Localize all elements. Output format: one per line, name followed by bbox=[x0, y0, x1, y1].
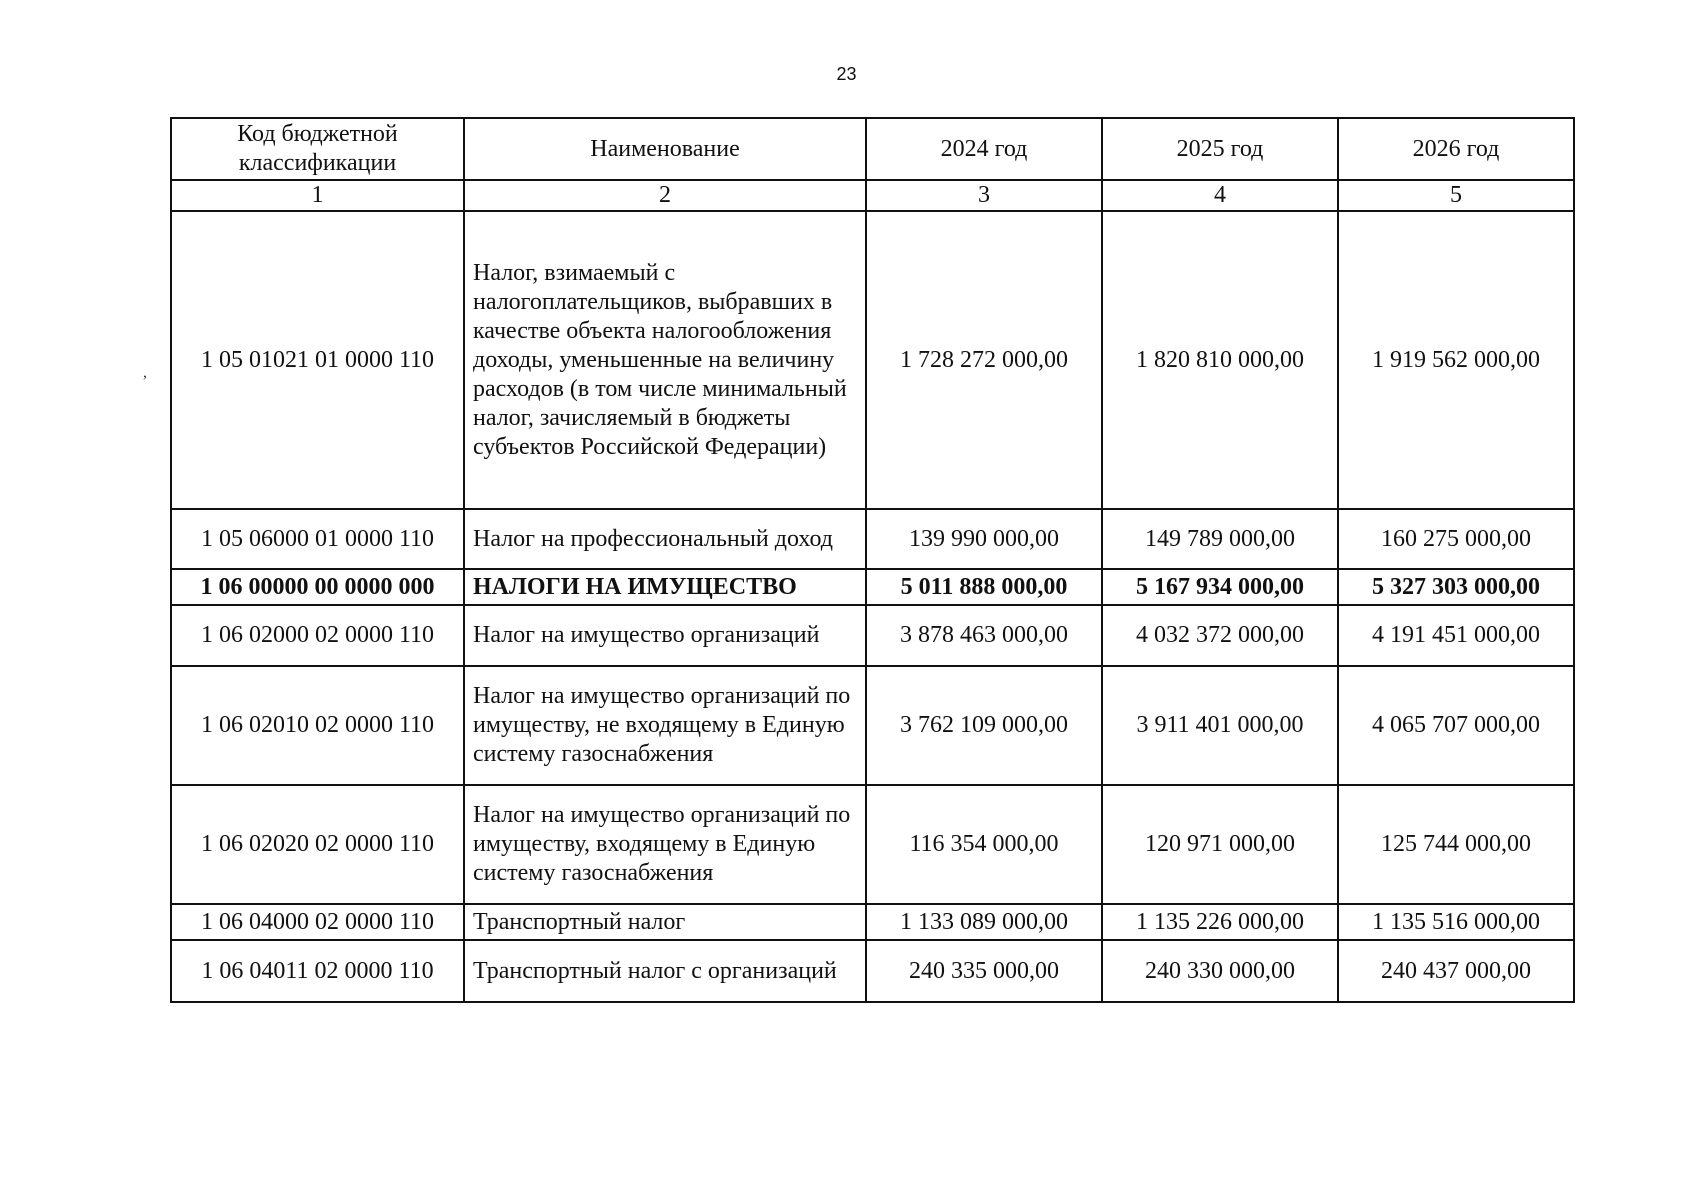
value-2025: 149 789 000,00 bbox=[1102, 509, 1338, 569]
row-code: 1 06 00000 00 0000 000 bbox=[171, 569, 464, 605]
row-name: Налог, взимаемый с налогоплательщиков, выбравших в качестве объекта налогообложения доходы, уменьшенные на величину расходов (в том числе минимальный налог, зачисляемый в бюджеты субъектов Российской Федерации) bbox=[464, 211, 866, 509]
column-number: 2 bbox=[464, 180, 866, 211]
table-row bbox=[171, 904, 1574, 940]
row-code: 1 05 01021 01 0000 110 bbox=[171, 211, 464, 509]
row-name: Налог на профессиональный доход bbox=[464, 509, 866, 569]
value-2026: 4 065 707 000,00 bbox=[1338, 666, 1574, 785]
table-row bbox=[171, 509, 1574, 569]
value-2024: 5 011 888 000,00 bbox=[866, 569, 1102, 605]
value-2024: 3 878 463 000,00 bbox=[866, 605, 1102, 666]
column-number: 5 bbox=[1338, 180, 1574, 211]
value-2026: 160 275 000,00 bbox=[1338, 509, 1574, 569]
value-2026: 5 327 303 000,00 bbox=[1338, 569, 1574, 605]
row-name: НАЛОГИ НА ИМУЩЕСТВО bbox=[464, 569, 866, 605]
table-row bbox=[171, 605, 1574, 666]
row-code: 1 05 06000 01 0000 110 bbox=[171, 509, 464, 569]
page-number: 23 bbox=[836, 64, 857, 84]
value-2026: 1 135 516 000,00 bbox=[1338, 904, 1574, 940]
table-row-section bbox=[171, 569, 1574, 605]
value-2024: 139 990 000,00 bbox=[866, 509, 1102, 569]
value-2024: 240 335 000,00 bbox=[866, 940, 1102, 1002]
row-name: Транспортный налог bbox=[464, 904, 866, 940]
value-2024: 1 728 272 000,00 bbox=[866, 211, 1102, 509]
value-2025: 120 971 000,00 bbox=[1102, 785, 1338, 904]
budget-table bbox=[170, 117, 1575, 1003]
scan-mark: , bbox=[143, 364, 147, 381]
column-number: 4 bbox=[1102, 180, 1338, 211]
table-row bbox=[171, 940, 1574, 1002]
row-name: Транспортный налог с организаций bbox=[464, 940, 866, 1002]
row-name: Налог на имущество организаций по имуществу, входящему в Единую систему газоснабжения bbox=[464, 785, 866, 904]
header-2026: 2026 год bbox=[1338, 118, 1574, 180]
table-row bbox=[171, 211, 1574, 509]
column-number-row bbox=[171, 180, 1574, 211]
value-2025: 1 135 226 000,00 bbox=[1102, 904, 1338, 940]
header-code: Код бюджетной классификации bbox=[171, 118, 464, 180]
value-2025: 4 032 372 000,00 bbox=[1102, 605, 1338, 666]
value-2025: 3 911 401 000,00 bbox=[1102, 666, 1338, 785]
row-name: Налог на имущество организаций по имуществу, не входящему в Единую систему газоснабжения bbox=[464, 666, 866, 785]
column-number: 1 bbox=[171, 180, 464, 211]
value-2026: 125 744 000,00 bbox=[1338, 785, 1574, 904]
table-row bbox=[171, 785, 1574, 904]
row-code: 1 06 04011 02 0000 110 bbox=[171, 940, 464, 1002]
row-code: 1 06 02000 02 0000 110 bbox=[171, 605, 464, 666]
value-2024: 3 762 109 000,00 bbox=[866, 666, 1102, 785]
row-code: 1 06 04000 02 0000 110 bbox=[171, 904, 464, 940]
value-2025: 5 167 934 000,00 bbox=[1102, 569, 1338, 605]
header-row bbox=[171, 118, 1574, 180]
row-code: 1 06 02020 02 0000 110 bbox=[171, 785, 464, 904]
row-code: 1 06 02010 02 0000 110 bbox=[171, 666, 464, 785]
column-number: 3 bbox=[866, 180, 1102, 211]
table-row bbox=[171, 666, 1574, 785]
value-2026: 240 437 000,00 bbox=[1338, 940, 1574, 1002]
value-2025: 1 820 810 000,00 bbox=[1102, 211, 1338, 509]
row-name: Налог на имущество организаций bbox=[464, 605, 866, 666]
header-name: Наименование bbox=[464, 118, 866, 180]
value-2025: 240 330 000,00 bbox=[1102, 940, 1338, 1002]
header-2025: 2025 год bbox=[1102, 118, 1338, 180]
value-2024: 1 133 089 000,00 bbox=[866, 904, 1102, 940]
value-2024: 116 354 000,00 bbox=[866, 785, 1102, 904]
header-2024: 2024 год bbox=[866, 118, 1102, 180]
value-2026: 1 919 562 000,00 bbox=[1338, 211, 1574, 509]
value-2026: 4 191 451 000,00 bbox=[1338, 605, 1574, 666]
